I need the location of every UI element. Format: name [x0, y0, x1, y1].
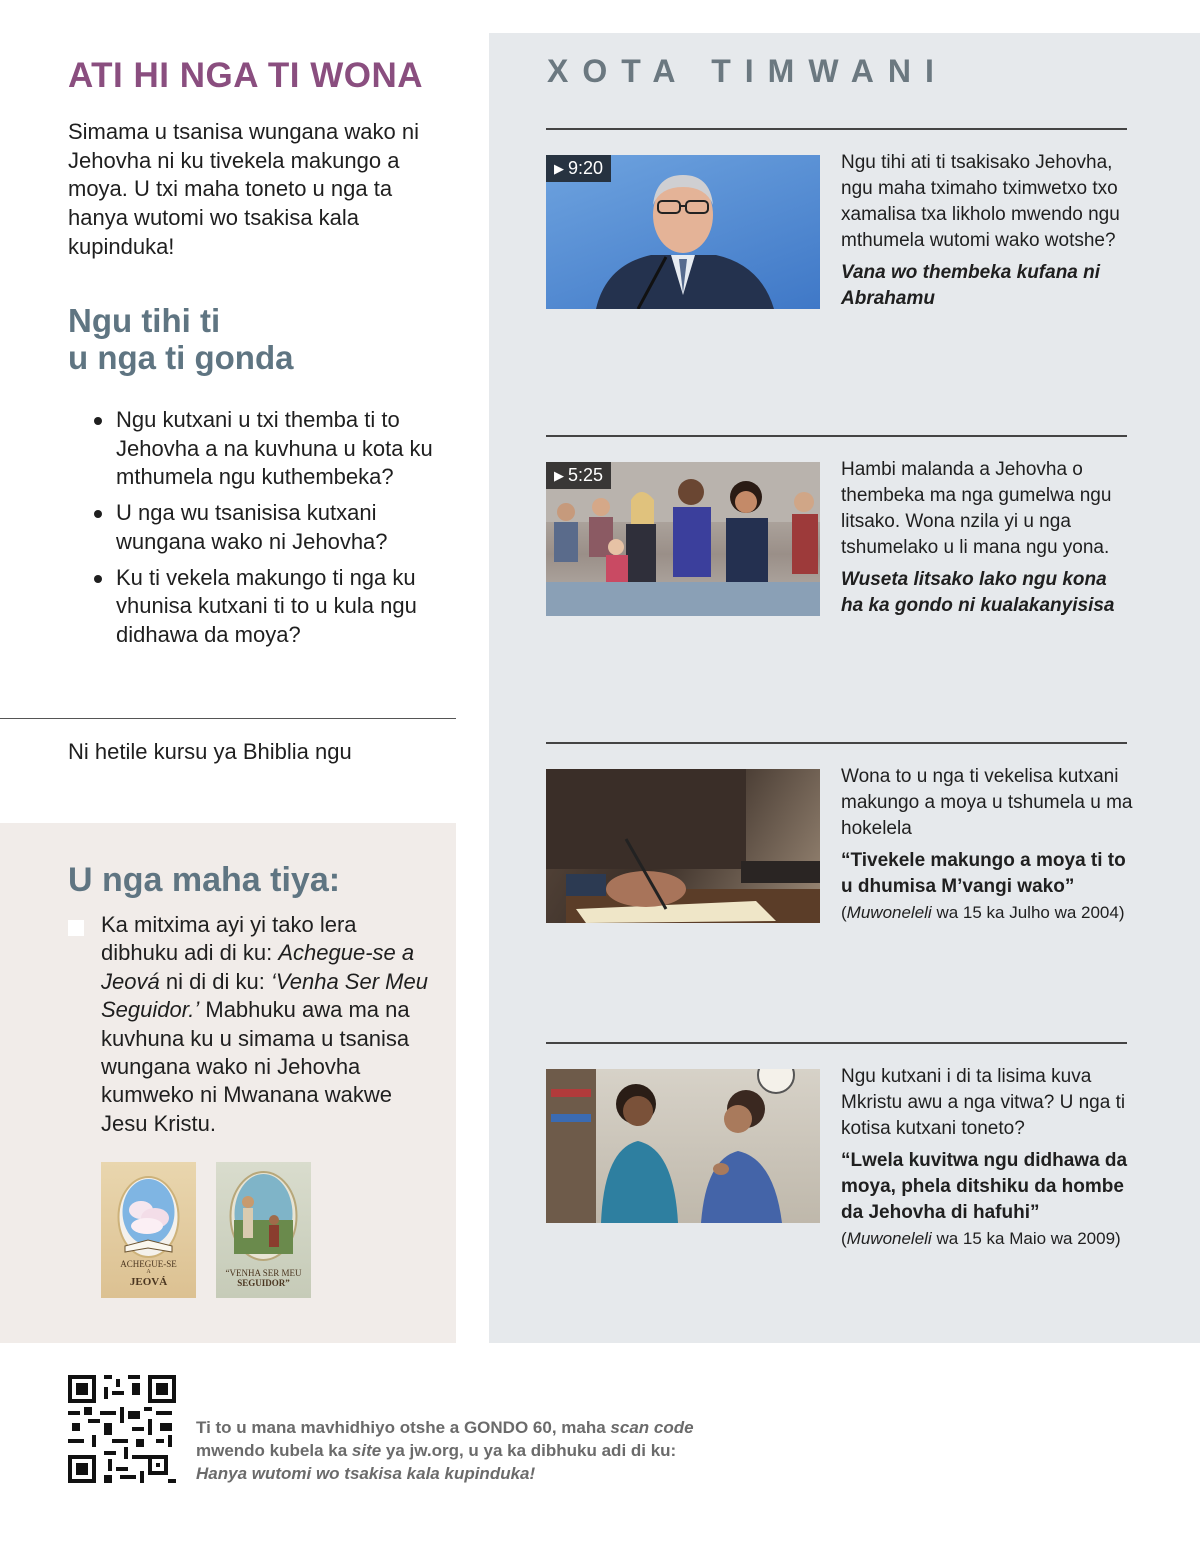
- writing-image: [546, 769, 820, 923]
- footer-text: scan code: [610, 1418, 694, 1437]
- article-title[interactable]: “Tivekele makungo a moya ti to u dhumisa M’vangi wako”: [841, 850, 1126, 897]
- source-text: wa 15 ka Maio wa 2009): [931, 1229, 1121, 1248]
- video-description: Ngu tihi ati ti tsakisako Jehovha, ngu maha tximaho tximwetxo txo xamalisa txa likholo mwendo ngu mthumela wutomi wako wotshe?: [841, 152, 1120, 251]
- also-paragraph: [101, 911, 431, 1138]
- also-heading: U nga maha tiya:: [68, 861, 341, 899]
- play-icon: ▶: [554, 468, 564, 483]
- watch-panel: [489, 33, 1200, 1343]
- question-list: [94, 406, 450, 657]
- article-item: [489, 1042, 1200, 1342]
- source-text: (: [841, 1229, 847, 1248]
- book-title-1: Achegue-se a Jeová: [101, 940, 415, 994]
- divider: [546, 128, 1127, 130]
- article-description: Ngu kutxani i di ta lisima kuva Mkristu awu a nga vitwa? U nga ti kotisa kutxani toneto?: [841, 1066, 1126, 1139]
- list-item: [94, 499, 450, 556]
- article-source: [841, 1226, 1133, 1252]
- divider: [546, 742, 1127, 744]
- cover-text-top: ACHEGUE-SE: [120, 1259, 177, 1269]
- video-title[interactable]: Vana wo thembeka kufana ni Abrahamu: [841, 262, 1101, 309]
- also-do-box: [0, 823, 456, 1343]
- source-publication: Muwoneleli: [846, 1229, 932, 1248]
- bullet-icon: [94, 417, 102, 425]
- qr-code[interactable]: [68, 1375, 176, 1483]
- bullet-icon: [94, 510, 102, 518]
- checkbox[interactable]: [68, 920, 84, 936]
- video-description-block: [841, 150, 1133, 312]
- article-title[interactable]: “Lwela kuvitwa ngu didhawa da moya, phela ditshiku da hombe da Jehovha di hafuhi”: [841, 1150, 1128, 1223]
- video-description-block: [841, 457, 1133, 619]
- video-thumbnail[interactable]: [546, 155, 820, 309]
- also-text-part: Mabhuku awa ma na kuvhuna ku u simama u tsanisa wungana wako ni Jehovha kumweko ni Mwanana wakwe Jesu Kristu.: [101, 997, 410, 1136]
- cover-text-mid: A: [146, 1269, 151, 1275]
- book-cover-achegue-se[interactable]: [101, 1162, 196, 1298]
- duration-text: 9:20: [568, 158, 604, 178]
- article-image[interactable]: [546, 1069, 820, 1223]
- divider: [546, 435, 1127, 437]
- cover-text-bottom: JEOVÁ: [129, 1276, 168, 1288]
- article-description-block: [841, 764, 1133, 926]
- page-title: ATI HI NGA TI WONA: [68, 56, 424, 95]
- footer-note: [196, 1416, 716, 1485]
- divider: [546, 1042, 1127, 1044]
- learn-heading-line-2: u nga ti gonda: [68, 339, 294, 376]
- learn-heading: [68, 302, 293, 376]
- article-description: Wona to u nga ti vekelisa kutxani makungo a moya u tshumela u ma hokelela: [841, 766, 1133, 839]
- course-completed-line: Ni hetile kursu ya Bhiblia ngu: [68, 739, 352, 764]
- nurses-image: [546, 1069, 820, 1223]
- book-title-2: ‘Venha Ser Meu Seguidor.’: [101, 968, 428, 1023]
- article-source: [841, 900, 1133, 926]
- divider: [0, 718, 456, 719]
- footer-text: Ti to u mana mavhidhiyo otshe a GONDO 60, maha: [196, 1418, 611, 1437]
- source-publication: Muwoneleli: [846, 903, 932, 922]
- video-item: [489, 128, 1200, 428]
- footer-book-title: Hanya wutomi wo tsakisa kala kupinduka!: [196, 1464, 536, 1483]
- article-image[interactable]: [546, 769, 820, 923]
- cover-text-top: “VENHA SER MEU: [225, 1268, 302, 1278]
- list-item: [94, 406, 450, 492]
- duration-badge: [546, 155, 611, 182]
- video-title[interactable]: Wuseta litsako lako ngu kona ha ka gondo ni kualakanyisisa: [841, 569, 1115, 616]
- cover-text-bottom: SEGUIDOR”: [237, 1278, 290, 1288]
- video-thumbnail[interactable]: [546, 462, 820, 616]
- question-text: Ku ti vekela makungo ti nga ku vhunisa kutxani ti to u kula ngu didhawa da moya?: [116, 564, 417, 647]
- question-text: U nga wu tsanisisa kutxani wungana wako ni Jehovha?: [116, 500, 388, 554]
- book-cover-venha-ser[interactable]: [216, 1162, 311, 1298]
- book-cover-title: [101, 1259, 196, 1288]
- play-icon: ▶: [554, 161, 564, 176]
- intro-paragraph: Simama u tsanisa wungana wako ni Jehovha ni ku tivekela makungo a moya. U txi maha toneto u nga ta hanya wutomi wo tsakisa kala kupinduka!: [68, 119, 419, 259]
- learn-heading-line-1: Ngu tihi ti: [68, 302, 221, 339]
- also-text-part: Ka mitxima ayi yi tako lera dibhuku adi di ku:: [101, 912, 357, 966]
- watch-heading: XOTA TIMWANI: [547, 53, 948, 89]
- duration-text: 5:25: [568, 465, 604, 485]
- book-cover-title: [216, 1268, 311, 1288]
- footer-text: mwendo kubela ka: [196, 1441, 352, 1460]
- footer-text: ya jw.org, u ya ka dibhuku adi di ku:: [381, 1441, 677, 1460]
- qr-code-icon: [68, 1375, 176, 1483]
- also-text-part: ni di di ku:: [159, 968, 271, 994]
- source-text: wa 15 ka Julho wa 2004): [931, 903, 1125, 922]
- article-description-block: [841, 1064, 1133, 1252]
- duration-badge: [546, 462, 611, 489]
- video-description: Hambi malanda a Jehovha o thembeka ma nga gumelwa ngu litsako. Wona nzila yi u nga tshumelako u li mana ngu yona.: [841, 459, 1112, 558]
- footer-text: site: [351, 1441, 382, 1460]
- video-item: [489, 435, 1200, 735]
- question-text: Ngu kutxani u txi themba ti to Jehovha a na kuvhuna u kota ku mthumela ngu kuthembeka?: [116, 407, 433, 490]
- list-item: [94, 564, 450, 650]
- source-text: (: [841, 903, 847, 922]
- article-item: [489, 742, 1200, 1042]
- bullet-icon: [94, 575, 102, 583]
